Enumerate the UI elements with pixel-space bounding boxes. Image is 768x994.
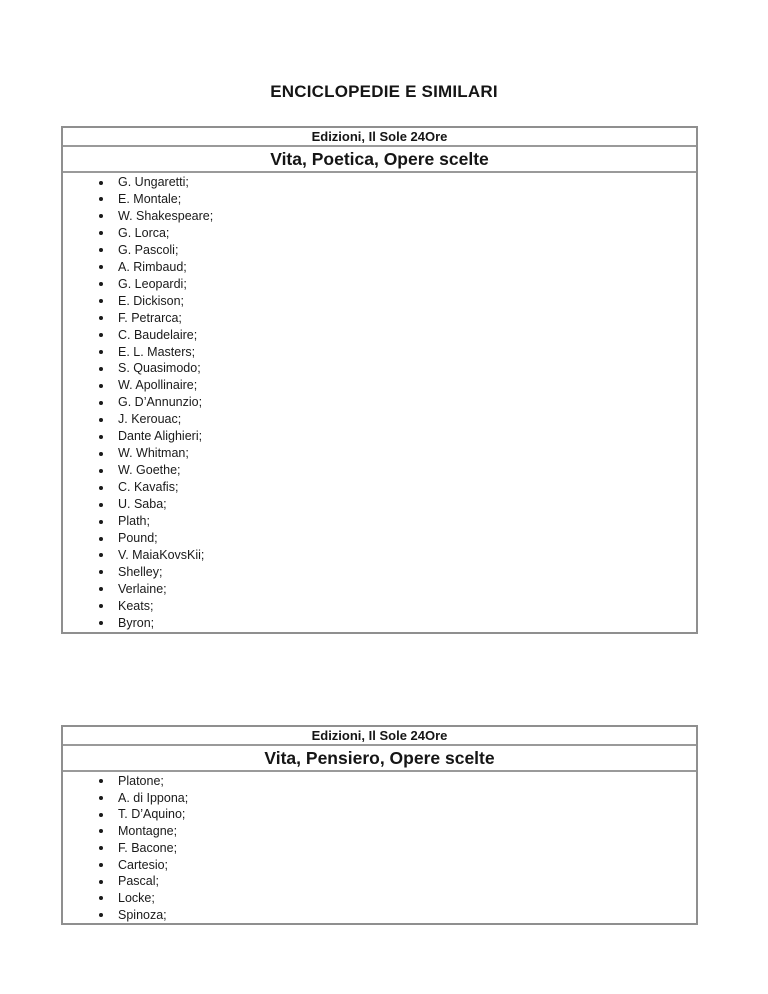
author-name: Cartesio; — [118, 857, 169, 872]
author-name: C. Baudelaire; — [118, 327, 198, 342]
list-item — [63, 259, 696, 276]
list-item — [63, 513, 696, 530]
bullet-icon — [99, 813, 103, 817]
bullet-icon — [99, 197, 103, 201]
list-item — [63, 377, 696, 394]
bullet-icon — [99, 604, 103, 608]
author-name: U. Saba; — [118, 497, 167, 512]
author-name: G. Pascoli; — [118, 242, 179, 257]
author-name: W. Goethe; — [118, 463, 181, 478]
author-name: G. D’Annunzio; — [118, 395, 203, 410]
list-item — [63, 293, 696, 310]
bullet-icon — [99, 265, 103, 269]
author-name: F. Petrarca; — [118, 310, 182, 325]
bullet-icon — [99, 587, 103, 591]
list-item — [63, 360, 696, 377]
bullet-icon — [99, 846, 103, 850]
list-item — [63, 907, 696, 923]
list-item — [63, 242, 696, 259]
author-name: W. Shakespeare; — [118, 208, 214, 223]
author-name: A. Rimbaud; — [118, 259, 187, 274]
poetry-table — [61, 126, 698, 634]
bullet-icon — [99, 333, 103, 337]
philosophy-series-title: Vita, Pensiero, Opere scelte — [63, 746, 696, 772]
list-item — [63, 445, 696, 462]
author-name: Spinoza; — [118, 907, 167, 922]
list-item — [63, 806, 696, 823]
author-name: Keats; — [118, 598, 154, 613]
list-item — [63, 479, 696, 496]
author-name: E. Dickison; — [118, 293, 184, 308]
author-name: G. Ungaretti; — [118, 175, 189, 189]
bullet-icon — [99, 214, 103, 218]
author-name: Verlaine; — [118, 581, 167, 596]
author-name: Dante Alighieri; — [118, 429, 203, 444]
author-name: Pound; — [118, 531, 158, 546]
bullet-icon — [99, 503, 103, 507]
bullet-icon — [99, 401, 103, 405]
list-item — [63, 208, 696, 225]
list-item — [63, 840, 696, 857]
bullet-icon — [99, 469, 103, 473]
bullet-icon — [99, 435, 103, 439]
page-title: ENCICLOPEDIE E SIMILARI — [270, 82, 498, 101]
bullet-icon — [99, 896, 103, 900]
bullet-icon — [99, 350, 103, 354]
author-name: E. L. Masters; — [118, 344, 196, 359]
list-item — [63, 857, 696, 874]
list-item — [63, 394, 696, 411]
list-item — [63, 773, 696, 790]
author-name: T. D’Aquino; — [118, 807, 186, 822]
list-item — [63, 428, 696, 445]
bullet-icon — [99, 181, 103, 185]
author-name: Shelley; — [118, 564, 163, 579]
bullet-icon — [99, 520, 103, 524]
author-name: E. Montale; — [118, 191, 182, 206]
author-name: Montagne; — [118, 824, 178, 839]
list-item — [63, 615, 696, 632]
list-item — [63, 790, 696, 807]
bullet-icon — [99, 384, 103, 388]
bullet-icon — [99, 913, 103, 917]
poetry-publisher-header: Edizioni, Il Sole 24Ore — [63, 128, 696, 147]
list-item — [63, 890, 696, 907]
bullet-icon — [99, 231, 103, 235]
bullet-icon — [99, 418, 103, 422]
author-name: Plath; — [118, 514, 150, 529]
author-name: G. Lorca; — [118, 225, 170, 240]
list-item — [63, 547, 696, 564]
author-name: Locke; — [118, 890, 155, 905]
list-item — [63, 598, 696, 615]
bullet-icon — [99, 829, 103, 833]
list-item — [63, 873, 696, 890]
bullet-icon — [99, 880, 103, 884]
author-name: S. Quasimodo; — [118, 361, 201, 376]
author-name: Pascal; — [118, 874, 159, 889]
list-item — [63, 496, 696, 513]
philosophy-publisher-header: Edizioni, Il Sole 24Ore — [63, 727, 696, 746]
list-item — [63, 564, 696, 581]
bullet-icon — [99, 367, 103, 371]
list-item — [63, 411, 696, 428]
bullet-icon — [99, 779, 103, 783]
list-item — [63, 823, 696, 840]
list-item — [63, 462, 696, 479]
author-name: C. Kavafis; — [118, 480, 179, 495]
author-name: A. di Ippona; — [118, 790, 189, 805]
author-name: F. Bacone; — [118, 840, 178, 855]
list-item — [63, 581, 696, 598]
list-item — [63, 191, 696, 208]
list-item — [63, 344, 696, 361]
list-item — [63, 530, 696, 547]
bullet-icon — [99, 537, 103, 541]
bullet-icon — [99, 621, 103, 625]
list-item — [63, 174, 696, 191]
list-item — [63, 327, 696, 344]
author-name: W. Whitman; — [118, 446, 189, 461]
list-item — [63, 276, 696, 293]
author-name: Platone; — [118, 774, 164, 788]
philosophy-authors-list — [63, 772, 696, 923]
list-item — [63, 310, 696, 327]
poetry-authors-list — [63, 173, 696, 632]
bullet-icon — [99, 796, 103, 800]
philosophy-table — [61, 725, 698, 925]
bullet-icon — [99, 486, 103, 490]
bullet-icon — [99, 863, 103, 867]
bullet-icon — [99, 316, 103, 320]
poetry-authors-cell — [63, 173, 696, 632]
list-item — [63, 225, 696, 242]
philosophy-authors-cell — [63, 772, 696, 923]
author-name: Byron; — [118, 615, 155, 630]
author-name: G. Leopardi; — [118, 276, 187, 291]
poetry-series-title: Vita, Poetica, Opere scelte — [63, 147, 696, 173]
bullet-icon — [99, 282, 103, 286]
bullet-icon — [99, 299, 103, 303]
author-name: V. MaiaKovsKii; — [118, 547, 205, 562]
bullet-icon — [99, 452, 103, 456]
author-name: J. Kerouac; — [118, 412, 182, 427]
bullet-icon — [99, 248, 103, 252]
author-name: W. Apollinaire; — [118, 378, 198, 393]
bullet-icon — [99, 553, 103, 557]
bullet-icon — [99, 570, 103, 574]
